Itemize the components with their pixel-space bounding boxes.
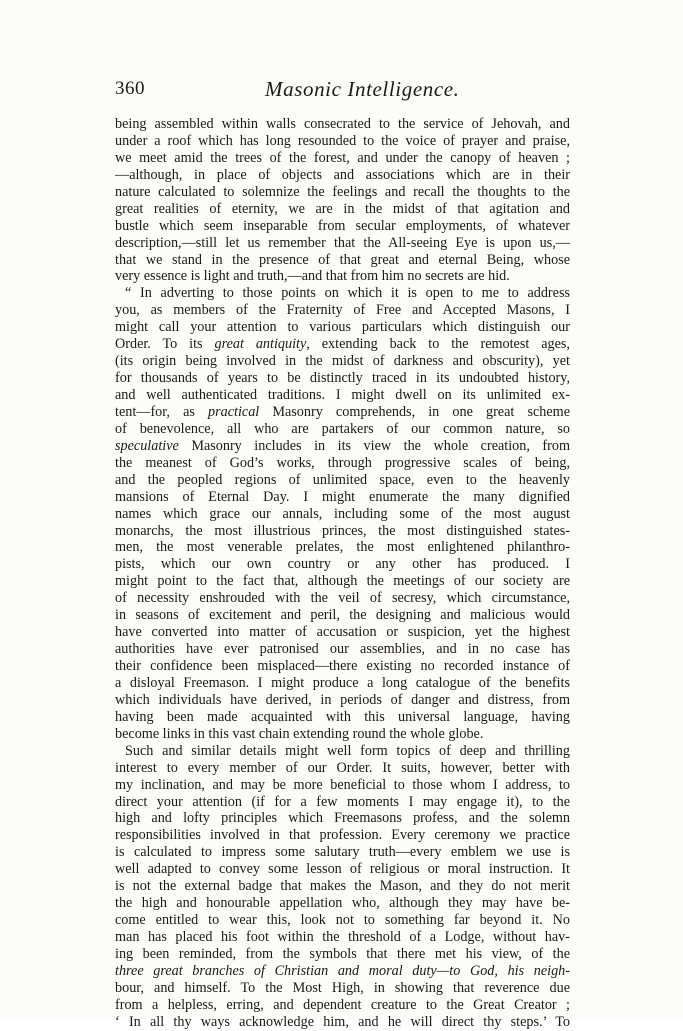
text-line: you, as members of the Fraternity of Free and Accepted Masons, I (115, 302, 570, 319)
text-line: under a roof which has long resounded to the voice of prayer and praise, (115, 132, 570, 149)
text-line: might call your attention to various particulars which distinguish our (115, 319, 570, 336)
text-line: and the peopled regions of unlimited space, even to the heavenly (115, 471, 570, 488)
text-line: men, the most venerable prelates, the most enlightened philanthro- (115, 539, 570, 556)
text-line: from a helpless, erring, and dependent creature to the Great Creator ; (115, 996, 570, 1013)
page-number: 360 (115, 78, 145, 99)
text-line: bour, and himself. To the Most High, in showing that reverence due (115, 979, 570, 996)
text-line: Order. To its great antiquity, extending back to the remotest ages, (115, 336, 570, 353)
page-header (115, 78, 585, 108)
text-line: Such and similar details might well form topics of deep and thrilling (125, 742, 570, 759)
text-line: mansions of Eternal Day. I might enumerate the many dignified (115, 488, 570, 505)
text-line: direct your attention (if for a few moments I may engage it), to the (115, 793, 570, 810)
text-line: monarchs, the most illustrious princes, the most distinguished states- (115, 522, 570, 539)
text-line: that we stand in the presence of that great and eternal Being, whose (115, 251, 570, 268)
text-line: very essence is light and truth,—and that from him no secrets are hid. (115, 268, 510, 285)
text-line: of necessity enshrouded with the veil of secresy, which circumstance, (115, 590, 570, 607)
text-line: man has placed his foot within the threshold of a Lodge, without hav- (115, 929, 570, 945)
text-line: is calculated to impress some salutary truth—every emblem we use is (115, 844, 570, 861)
text-line: interest to every member of our Order. It suits, however, better with (115, 759, 570, 776)
text-line: the high and honourable appellation who, although they may have be- (115, 895, 570, 912)
text-line: of benevolence, all who are partakers of our common nature, so (115, 420, 570, 437)
text-line: nature calculated to solemnize the feelings and recall the thoughts to the (115, 183, 570, 200)
text-line: names which grace our annals, including some of the most august (115, 505, 570, 522)
text-line: is not the external badge that makes the Mason, and they do not merit (115, 878, 570, 895)
text-line: have converted into matter of accusation or suspicion, yet the highest (115, 624, 570, 641)
text-line: “ In adverting to those points on which it is open to me to address (125, 285, 570, 302)
text-line: come entitled to wear this, look not to something far beyond it. No (115, 912, 570, 929)
text-line: being assembled within walls consecrated to the service of Jehovah, and (115, 116, 570, 132)
text-line: a disloyal Freemason. I might produce a long catalogue of the benefits (115, 674, 570, 691)
text-line: in seasons of excitement and peril, the designing and malicious would (115, 607, 570, 624)
running-title: Masonic Intelligence. (265, 77, 460, 101)
text-line: high and lofty principles which Freemasons profess, and the solemn (115, 810, 570, 827)
text-line: responsibilities involved in that profession. Every ceremony we practice (115, 827, 570, 844)
text-line: for thousands of years to be distinctly traced in its undoubted history, (115, 370, 570, 387)
text-line: speculative Masonry includes in its view the whole creation, from (115, 437, 570, 454)
text-line: description,—still let us remember that the All-seeing Eye is upon us,— (115, 234, 570, 251)
text-line: the meanest of God’s works, through progressive scales of being, (115, 454, 570, 471)
text-line: my inclination, and may be more beneficial to those whom I address, to (115, 776, 570, 793)
text-line: great realities of eternity, we are in the midst of that agitation and (115, 200, 570, 217)
text-line: authorities have ever patronised our assemblies, and in no case has (115, 641, 570, 658)
text-line: we meet amid the trees of the forest, and under the canopy of heaven ; (115, 149, 570, 166)
text-line: and well authenticated traditions. I might dwell on its unlimited ex- (115, 387, 570, 403)
text-line: ing been reminded, from the symbols that there met his view, of the (115, 945, 570, 962)
text-line: three great branches of Christian and moral duty—to God, his neigh- (115, 962, 570, 979)
text-line: which individuals have derived, in periods of danger and distress, from (115, 691, 570, 708)
text-line: having been made acquainted with this universal language, having (115, 708, 570, 725)
text-line: become links in this vast chain extending round the whole globe. (115, 725, 484, 742)
text-line: (its origin being involved in the midst of darkness and obscurity), yet (115, 353, 570, 370)
body-text (115, 116, 570, 1031)
text-line: —although, in place of objects and associations which are in their (115, 166, 570, 183)
text-line: might point to the fact that, although the meetings of our society are (115, 573, 570, 590)
text-line: ‘ In all thy ways acknowledge him, and he will direct thy steps.’ To (115, 1013, 570, 1030)
text-line: tent—for, as practical Masonry comprehends, in one great scheme (115, 403, 570, 420)
text-line: bustle which seem inseparable from secular employments, of whatever (115, 217, 570, 234)
text-line: well adapted to convey some lesson of religious or moral instruction. It (115, 861, 570, 878)
text-line: pists, which our own country or any other has produced. I (115, 556, 570, 573)
text-line: their confidence been misplaced—there existing no recorded instance of (115, 658, 570, 674)
